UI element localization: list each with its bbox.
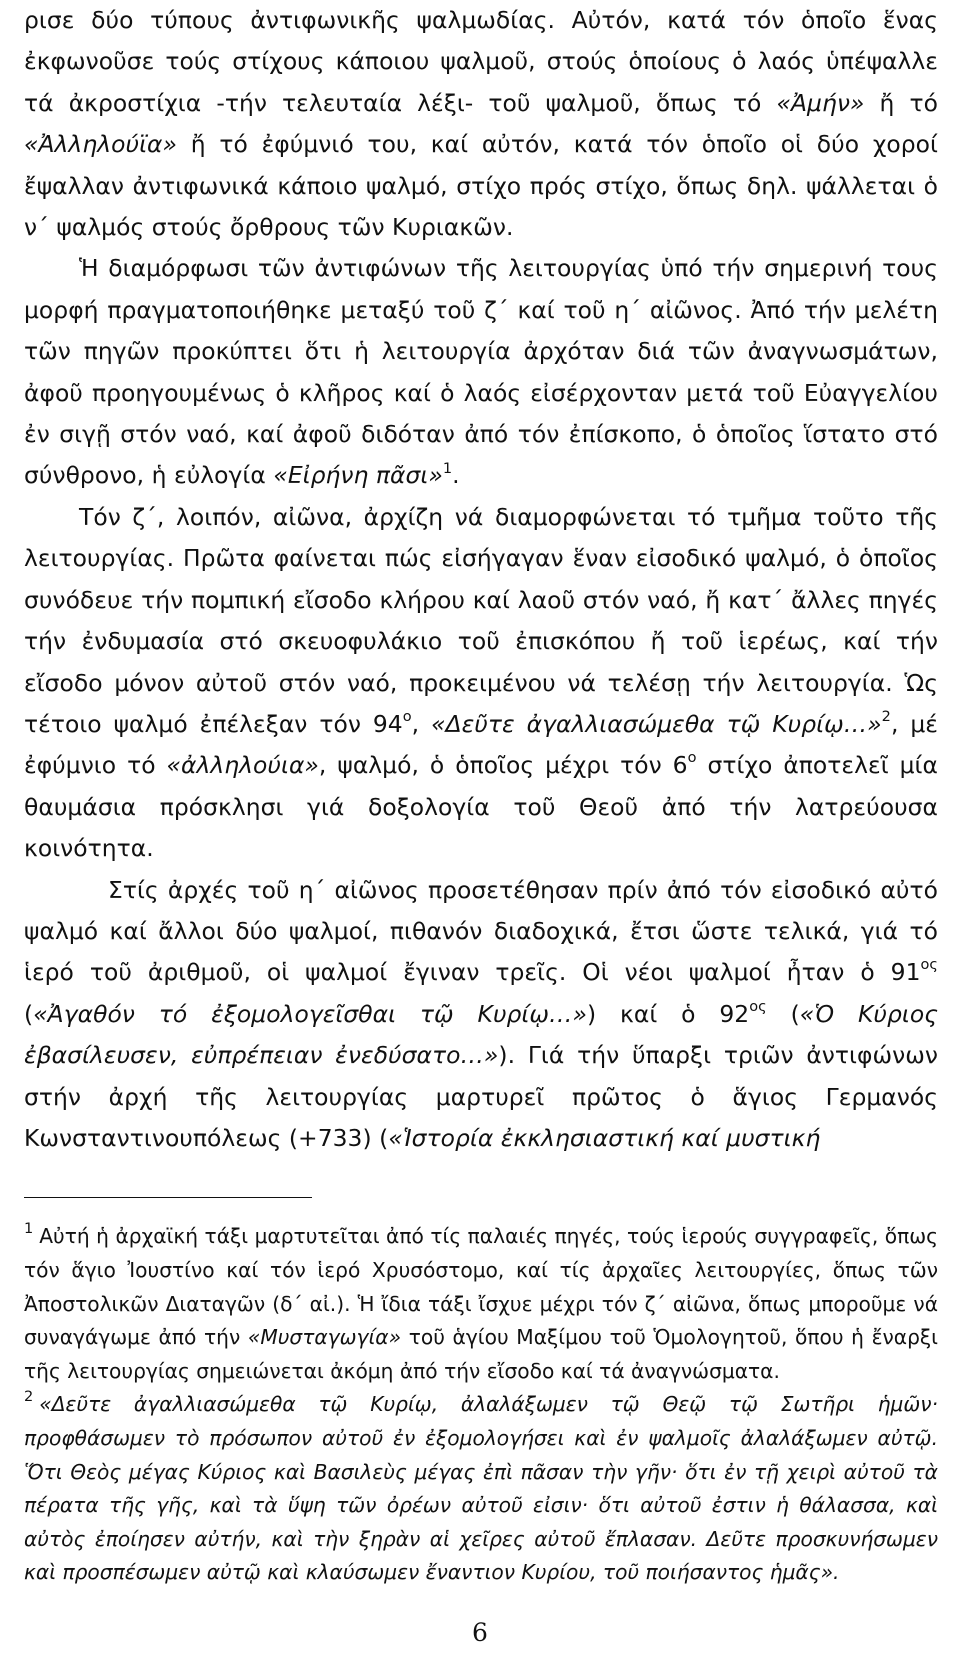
footnotes [24,1220,938,1590]
footnote-text: τοῦ ἁγίου Μαξίμου τοῦ Ὁμολογητοῦ, ὅπου ἡ ἔναρξι τῆς λειτουργίας σημειώνεται ἀκόμη ἀπό τήν εἴσοδο καί τά ἀναγνώσματα. [24,1325,938,1383]
paragraph-2 [24,248,938,496]
text-run: Τόν ζ΄, λοιπόν, αἰῶνα, ἀρχίζη νά διαμορφώνεται τό τμῆμα τοῦτο τῆς λειτουργίας. Πρῶτα φαίνεται πώς εἰσήγαγαν ἕναν εἰσοδικό ψαλμό, ὁ ὁποῖος συνόδευε τήν πομπική εἴσοδο κλήρου καί λαοῦ στόν ναό, ἤ κατ΄ ἄλλες πηγές τήν ἐνδυμασία στό σκευοφυλάκιο τοῦ ἐπισκόπου ἤ τοῦ ἱερέως, καί τήν εἴσοδο μόνον αὐτοῦ στόν ναό, προκειμένου νά τελέσῃ τήν λειτουργία. Ὡς τέτοιο ψαλμό ἐπέλεξαν τόν 94 [24,502,938,738]
ordinal-suffix: ος [920,957,938,974]
footnote-ref-1[interactable]: 1 [442,460,453,477]
main-text [24,0,938,1159]
text-run: ἤ τό ἐφύμνιό του, καί αὐτόν, κατά τόν ὁποῖο οἱ δύο χοροί ἔψαλλαν ἀντιφωνικά κάποιο ψαλμό, στίχο πρός στίχο, ὅπως δηλ. ψάλλεται ὁ ν΄ ψαλμός στούς ὄρθρους τῶν Κυριακῶν. [24,130,938,242]
text-run: Στίς ἀρχές τοῦ η΄ αἰῶνος προσετέθησαν πρίν ἀπό τόν εἰσοδικό αὐτό ψαλμό καί ἄλλοι δύο ψαλμοί, πιθανόν διαδοχικά, ἔτσι ὥστε τελικά, γιά τό ἱερό τοῦ ἀριθμοῦ, οἱ ψαλμοί ἔγιναν τρεῖς. Οἱ νέοι ψαλμοί ἦταν ὁ 91 [24,875,938,987]
text-run: , μέ ἐφύμνιο τό [24,709,938,780]
text-run: ( [766,999,800,1028]
quote-alleluia: «Ἀλληλούϊα» [24,130,177,159]
paragraph-3 [24,497,938,870]
text-run: , [411,709,432,738]
quote-deute: «Δεῦτε ἀγαλλιασώμεθα τῷ Κυρίῳ…» [431,709,882,738]
quote-historia: «Ἱστορία ἐκκλησιαστική καί μυστική [388,1123,821,1152]
text-run: ρισε δύο τύπους ἀντιφωνικῆς ψαλμωδίας. Αὐτόν, κατά τόν ὁποῖο ἕνας ἐκφωνοῦσε τούς στίχους κάποιου ψαλμοῦ, στούς ὁποίους ὁ λαός ὑπέψαλλε τά ἀκροστίχια -τήν τελευταία λέξι- τοῦ ψαλμοῦ, ὅπως τό [24,6,938,117]
ordinal-suffix: ο [402,708,412,725]
quote-alleluia-lower: «ἀλληλούια» [166,751,319,780]
text-run: στίχο ἀποτελεῖ μία θαυμάσια πρόσκλησι γιά δοξολογία τοῦ Θεοῦ ἀπό τήν λατρεύουσα κοινότητα. [24,751,938,863]
page-number: 6 [472,1618,488,1647]
footnote-text: Αὐτή ἡ ἀρχαϊκή τάξι μαρτυτεῖται ἀπό τίς παλαιές πηγές, τούς ἱερούς συγγραφεῖς, ὅπως τόν ἅγιο Ἰουστίνο καί τόν ἱερό Χρυσόστομο, καί τίς ἀρχαῖες λειτουργίες, ὅπως τῶν Ἀποστολικῶν Διαταγῶν (δ΄ αἰ.). Ἡ ἴδια τάξι ἴσχυε μέχρι τόν ζ΄ αἰῶνα, ὅπως μποροῦμε νά συναγάγωμε ἀπό τήν [24,1224,938,1350]
quote-eirini-pasi: «Εἰρήνη πᾶσι» [273,461,443,490]
text-run: Ἡ διαμόρφωσι τῶν ἀντιφώνων τῆς λειτουργίας ὑπό τήν σημερινή τους μορφή πραγματοποιήθηκε μεταξύ τοῦ ζ΄ καί τοῦ η΄ αἰῶνος. Ἀπό τήν μελέτη τῶν πηγῶν προκύπτει ὅτι ἡ λειτουργία ἀρχόταν διά τῶν ἀναγνωσμάτων, ἀφοῦ προηγουμένως ὁ κλῆρος καί ὁ λαός εἰσέρχονταν μετά τοῦ Εὐαγγελίου ἐν σιγῇ στόν ναό, καί ἀφοῦ διδόταν ἀπό τόν ἐπίσκοπο, ὁ ὁποῖος ἵστατο στό σύνθρονο, ἡ εὐλογία [24,254,938,490]
text-run: ). Γιά τήν ὕπαρξι τριῶν ἀντιφώνων στήν ἀρχή τῆς λειτουργίας μαρτυρεῖ πρῶτος ὁ ἅγιος Γερμανός Κωνσταντινουπόλεως (+733) ( [24,1041,938,1152]
quote-mystagogia: «Μυσταγωγία» [247,1325,402,1350]
footnote-ref-2[interactable]: 2 [881,708,891,725]
quote-o-kyrios: «Ὁ Κύριος ἐβασίλευσεν, εὐπρέπειαν ἐνεδύσατο…» [24,999,938,1070]
footnote-2 [24,1388,938,1590]
footnote-marker: 1 [24,1220,34,1237]
footnote-psalm-quote: «Δεῦτε ἀγαλλιασώμεθα τῷ Κυρίῳ, ἀλαλάξωμεν τῷ Θεῷ τῷ Σωτῆρι ἡμῶν· προφθάσωμεν τὸ πρόσωπον αὐτοῦ ἐν ἐξομολογήσει καὶ ἐν ψαλμοῖς ἀλαλάξωμεν αὐτῷ. Ὅτι Θεὸς μέγας Κύριος καὶ Βασιλεὺς μέγας ἐπὶ πᾶσαν τὴν γῆν· ὅτι ἐν τῇ χειρὶ αὐτοῦ τὰ πέρατα τῆς γῆς, καὶ τὰ ὕψη τῶν ὀρέων αὐτοῦ εἰσιν· ὅτι αὐτοῦ ἐστιν ἡ θάλασσα, καὶ αὐτὸς ἐποίησεν αὐτήν, καὶ τὴν ξηρὰν αἱ χεῖρες αὐτοῦ ἔπλασαν. Δεῦτε προσκυνήσωμεν καὶ προσπέσωμεν αὐτῷ καὶ κλαύσωμεν ἔναντιον Κυρίου, τοῦ ποιήσαντος ἡμᾶς». [24,1392,938,1585]
text-run: , ψαλμό, ὁ ὁποῖος μέχρι τόν 6 [318,751,688,780]
footnote-marker: 2 [24,1388,34,1405]
footnote-1 [24,1220,938,1388]
footnote-separator [24,1197,312,1198]
ordinal-suffix: ο [687,750,697,767]
text-run: ( [24,999,34,1028]
ordinal-suffix: ος [749,998,767,1015]
text-run: ἤ τό [864,88,938,117]
paragraph-4 [24,870,938,1160]
text-run: ) καί ὁ 92 [586,999,750,1028]
quote-agathon: «Ἀγαθόν τό ἐξομολογεῖσθαι τῷ Κυρίῳ…» [33,999,587,1028]
paragraph-1 [24,0,938,248]
text-run: . [452,461,460,490]
quote-amin: «Ἀμήν» [776,88,865,117]
